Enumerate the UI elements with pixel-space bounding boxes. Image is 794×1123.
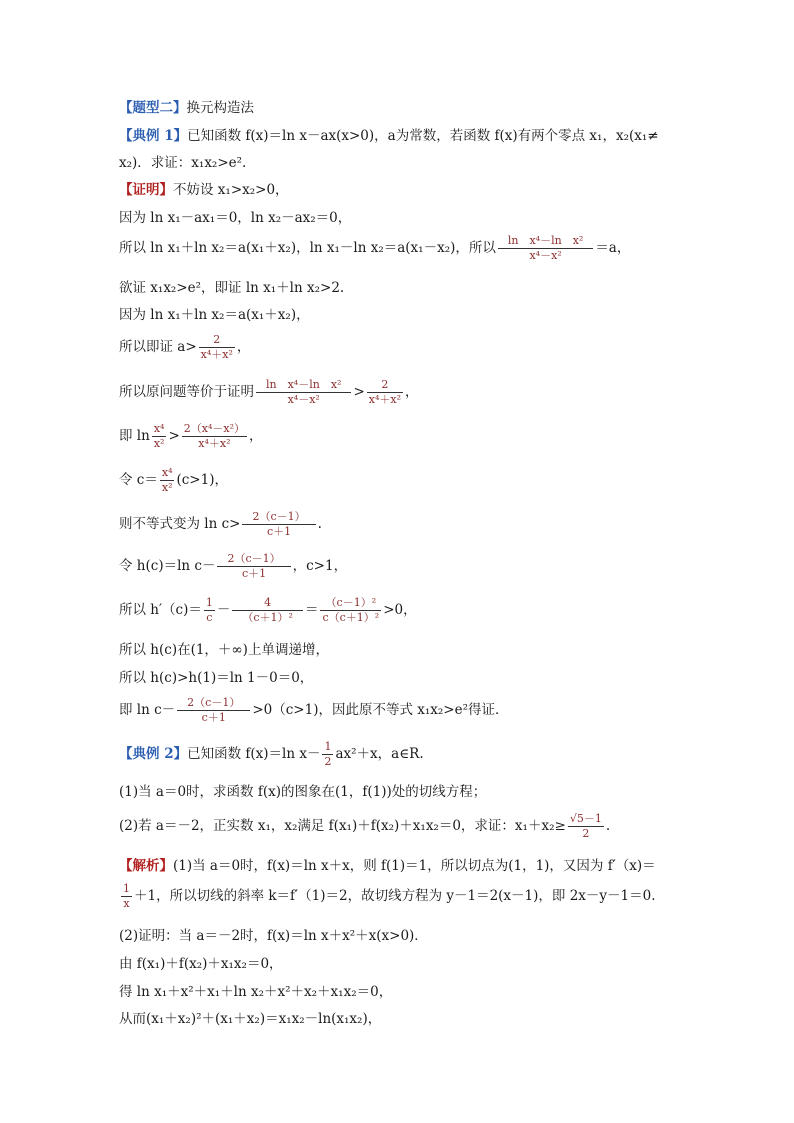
fraction-numerator: （c－1）² xyxy=(320,596,381,611)
proof-text9a: 令 c＝ xyxy=(119,472,158,488)
proof-label: 【证明】 xyxy=(119,182,173,198)
question1: (1)当 a＝0时，求函数 f(x)的图象在(1，f(1))处的切线方程； xyxy=(119,784,487,800)
fraction-numerator: 2（c－1） xyxy=(177,696,250,711)
fraction-denominator: （c＋1）² xyxy=(242,611,293,624)
proof-text15a: 即 ln c－ xyxy=(119,702,176,718)
solution-label: 【解析】 xyxy=(119,858,173,874)
proof-line5: 因为 ln x₁＋ln x₂＝a(x₁＋x₂)， xyxy=(119,307,310,323)
fraction xyxy=(320,596,381,625)
fraction-numerator: √5－1 xyxy=(569,812,602,825)
fraction-denominator: c（c＋1）² xyxy=(322,611,380,624)
fraction xyxy=(568,812,604,841)
proof-line13: 所以 h(c)在(1，＋∞)上单调递增， xyxy=(119,642,329,658)
section-heading xyxy=(119,96,254,116)
fraction-numerator: x⁴ xyxy=(161,466,173,479)
example1-label: 【典例 1】 xyxy=(119,128,188,144)
proof-text10a: 则不等式变为 ln c> xyxy=(119,516,241,532)
proof-text12a: 所以 h′（c)＝ xyxy=(119,602,202,618)
example1-line1 xyxy=(119,124,659,144)
fraction xyxy=(242,510,315,539)
proof-text15b: >0（c>1)，因此原不等式 x₁x₂>e²得证． xyxy=(252,702,509,718)
fraction-denominator: c xyxy=(206,611,213,624)
proof-text11b: ，c>1， xyxy=(292,558,348,574)
greater-than: > xyxy=(168,428,180,444)
fraction xyxy=(217,552,290,581)
solution-line5: 得 ln x₁＋x²＋x₁＋ln x₂＋x²＋x₂＋x₁x₂＝0， xyxy=(119,984,393,1000)
proof-line11 xyxy=(119,552,347,581)
fraction-denominator: c＋1 xyxy=(266,525,292,538)
fraction-denominator: 2 xyxy=(324,755,332,768)
proof-line6 xyxy=(119,333,250,362)
fraction-numerator: x⁴ xyxy=(153,422,165,435)
fraction-denominator: x⁴＋x² xyxy=(368,393,401,406)
greater-than: > xyxy=(353,384,365,400)
fraction-denominator: c＋1 xyxy=(201,711,226,724)
proof-line14: 所以 h(c)>h(1)＝ln 1－0＝0， xyxy=(119,670,314,686)
fraction xyxy=(322,740,333,769)
example2-label: 【典例 2】 xyxy=(119,746,188,762)
proof-text12b: >0， xyxy=(383,602,417,618)
fraction-numerator: 4 xyxy=(232,596,303,611)
fraction-numerator: 2 xyxy=(199,333,235,348)
fraction-denominator: x² xyxy=(161,481,173,494)
proof-line7 xyxy=(119,378,418,407)
fraction-denominator: x² xyxy=(153,437,165,450)
proof-text6b: ， xyxy=(236,339,251,355)
proof-text11a: 令 h(c)＝ln c－ xyxy=(119,558,216,574)
proof-text8b: ， xyxy=(248,428,263,444)
proof-text7b: ， xyxy=(404,384,419,400)
fraction xyxy=(121,882,132,911)
proof-text1: 不妨设 x₁>x₂>0， xyxy=(173,182,289,198)
section-title: 换元构造法 xyxy=(186,100,254,116)
fraction xyxy=(152,422,167,451)
solution-line3: (2)证明：当 a＝－2时，f(x)＝ln x＋x²＋x(x>0)． xyxy=(119,928,428,944)
fraction-denominator: x⁴－x² xyxy=(529,249,562,262)
fraction xyxy=(160,466,175,495)
fraction-numerator: 2 xyxy=(367,378,403,393)
proof-line15 xyxy=(119,696,509,725)
fraction-numerator: 2（x⁴－x²） xyxy=(183,422,245,435)
fraction-numerator: 2（c－1） xyxy=(242,510,315,525)
solution-line6: 从而(x₁＋x₂)²＋(x₁＋x₂)＝x₁x₂－ln(x₁x₂)， xyxy=(119,1011,382,1027)
fraction-numerator: ln x⁴－ln x² xyxy=(256,378,351,393)
question2-text-b: . xyxy=(605,818,611,834)
solution-text2: ＋1，所以切线的斜率 k＝f′（1)＝2，故切线方程为 y－1＝2(x－1)，即 2x－y－1＝0. xyxy=(134,888,656,904)
proof-line12 xyxy=(119,596,417,625)
proof-line3 xyxy=(119,234,630,263)
example1-text1: 已知函数 f(x)＝ln x－ax(x>0)，a为常数，若函数 f(x)有两个零点 x₁，x₂(x₁≠ xyxy=(187,128,659,144)
example2-text1a: 已知函数 f(x)＝ln x－ xyxy=(187,746,321,762)
solution-line1 xyxy=(119,854,656,874)
fraction-numerator: ln x⁴－ln x² xyxy=(498,234,593,249)
example2-line1 xyxy=(119,740,424,769)
fraction-numerator: 1 xyxy=(324,740,332,753)
fraction-denominator: x⁴＋x² xyxy=(198,437,231,450)
proof-text7a: 所以原问题等价于证明 xyxy=(119,384,254,400)
proof-text10b: . xyxy=(317,516,322,532)
fraction-numerator: 1 xyxy=(123,882,130,895)
proof-text3b: ＝a， xyxy=(595,240,631,256)
proof-line2: 因为 ln x₁－ax₁＝0，ln x₂－ax₂＝0， xyxy=(119,210,352,226)
proof-line10 xyxy=(119,510,322,539)
example1-line2: x₂)．求证：x₁x₂>e². xyxy=(119,155,247,171)
fraction-denominator: x xyxy=(123,897,130,910)
question2-text-a: (2)若 a＝－2，正实数 x₁，x₂满足 f(x₁)＋f(x₂)＋x₁x₂＝0，求证：x₁＋x₂≥ xyxy=(119,818,566,834)
proof-line9 xyxy=(119,466,228,495)
question2 xyxy=(119,812,610,841)
fraction xyxy=(204,596,215,625)
solution-line2 xyxy=(119,882,656,911)
proof-line4: 欲证 x₁x₂>e²，即证 ln x₁＋ln x₂>2. xyxy=(119,280,345,296)
proof-text9b: (c>1)， xyxy=(176,472,228,488)
fraction xyxy=(177,696,250,725)
solution-line4: 由 f(x₁)＋f(x₂)＋x₁x₂＝0， xyxy=(119,956,283,972)
fraction xyxy=(256,378,351,407)
proof-text3a: 所以 ln x₁＋ln x₂＝a(x₁＋x₂)，ln x₁－ln x₂＝a(x₁－x₂)，所以 xyxy=(119,240,496,256)
proof-line8 xyxy=(119,422,262,451)
fraction-denominator: x⁴－x² xyxy=(287,393,320,406)
fraction-denominator: 2 xyxy=(582,827,590,840)
solution-text1: (1)当 a＝0时，f(x)＝ln x＋x，则 f(1)＝1，所以切点为(1，1)，又因为 f′（x)＝ xyxy=(173,858,656,874)
proof-text8a: 即 ln xyxy=(119,428,150,444)
fraction-numerator: 1 xyxy=(205,596,213,609)
fraction-denominator: x⁴＋x² xyxy=(200,348,233,361)
fraction xyxy=(498,234,593,263)
fraction xyxy=(199,333,235,362)
proof-line1 xyxy=(119,178,289,198)
fraction-denominator: c＋1 xyxy=(241,567,267,580)
section-bracket: 【题型二】 xyxy=(119,100,187,116)
proof-text6a: 所以即证 a> xyxy=(119,339,197,355)
fraction-numerator: 2（c－1） xyxy=(217,552,290,567)
example2-text1b: ax²＋x，a∈R. xyxy=(335,746,424,762)
equals-sign: ＝ xyxy=(304,602,319,618)
fraction xyxy=(182,422,247,451)
fraction xyxy=(232,596,303,625)
fraction xyxy=(367,378,403,407)
minus-sign: － xyxy=(216,602,231,618)
